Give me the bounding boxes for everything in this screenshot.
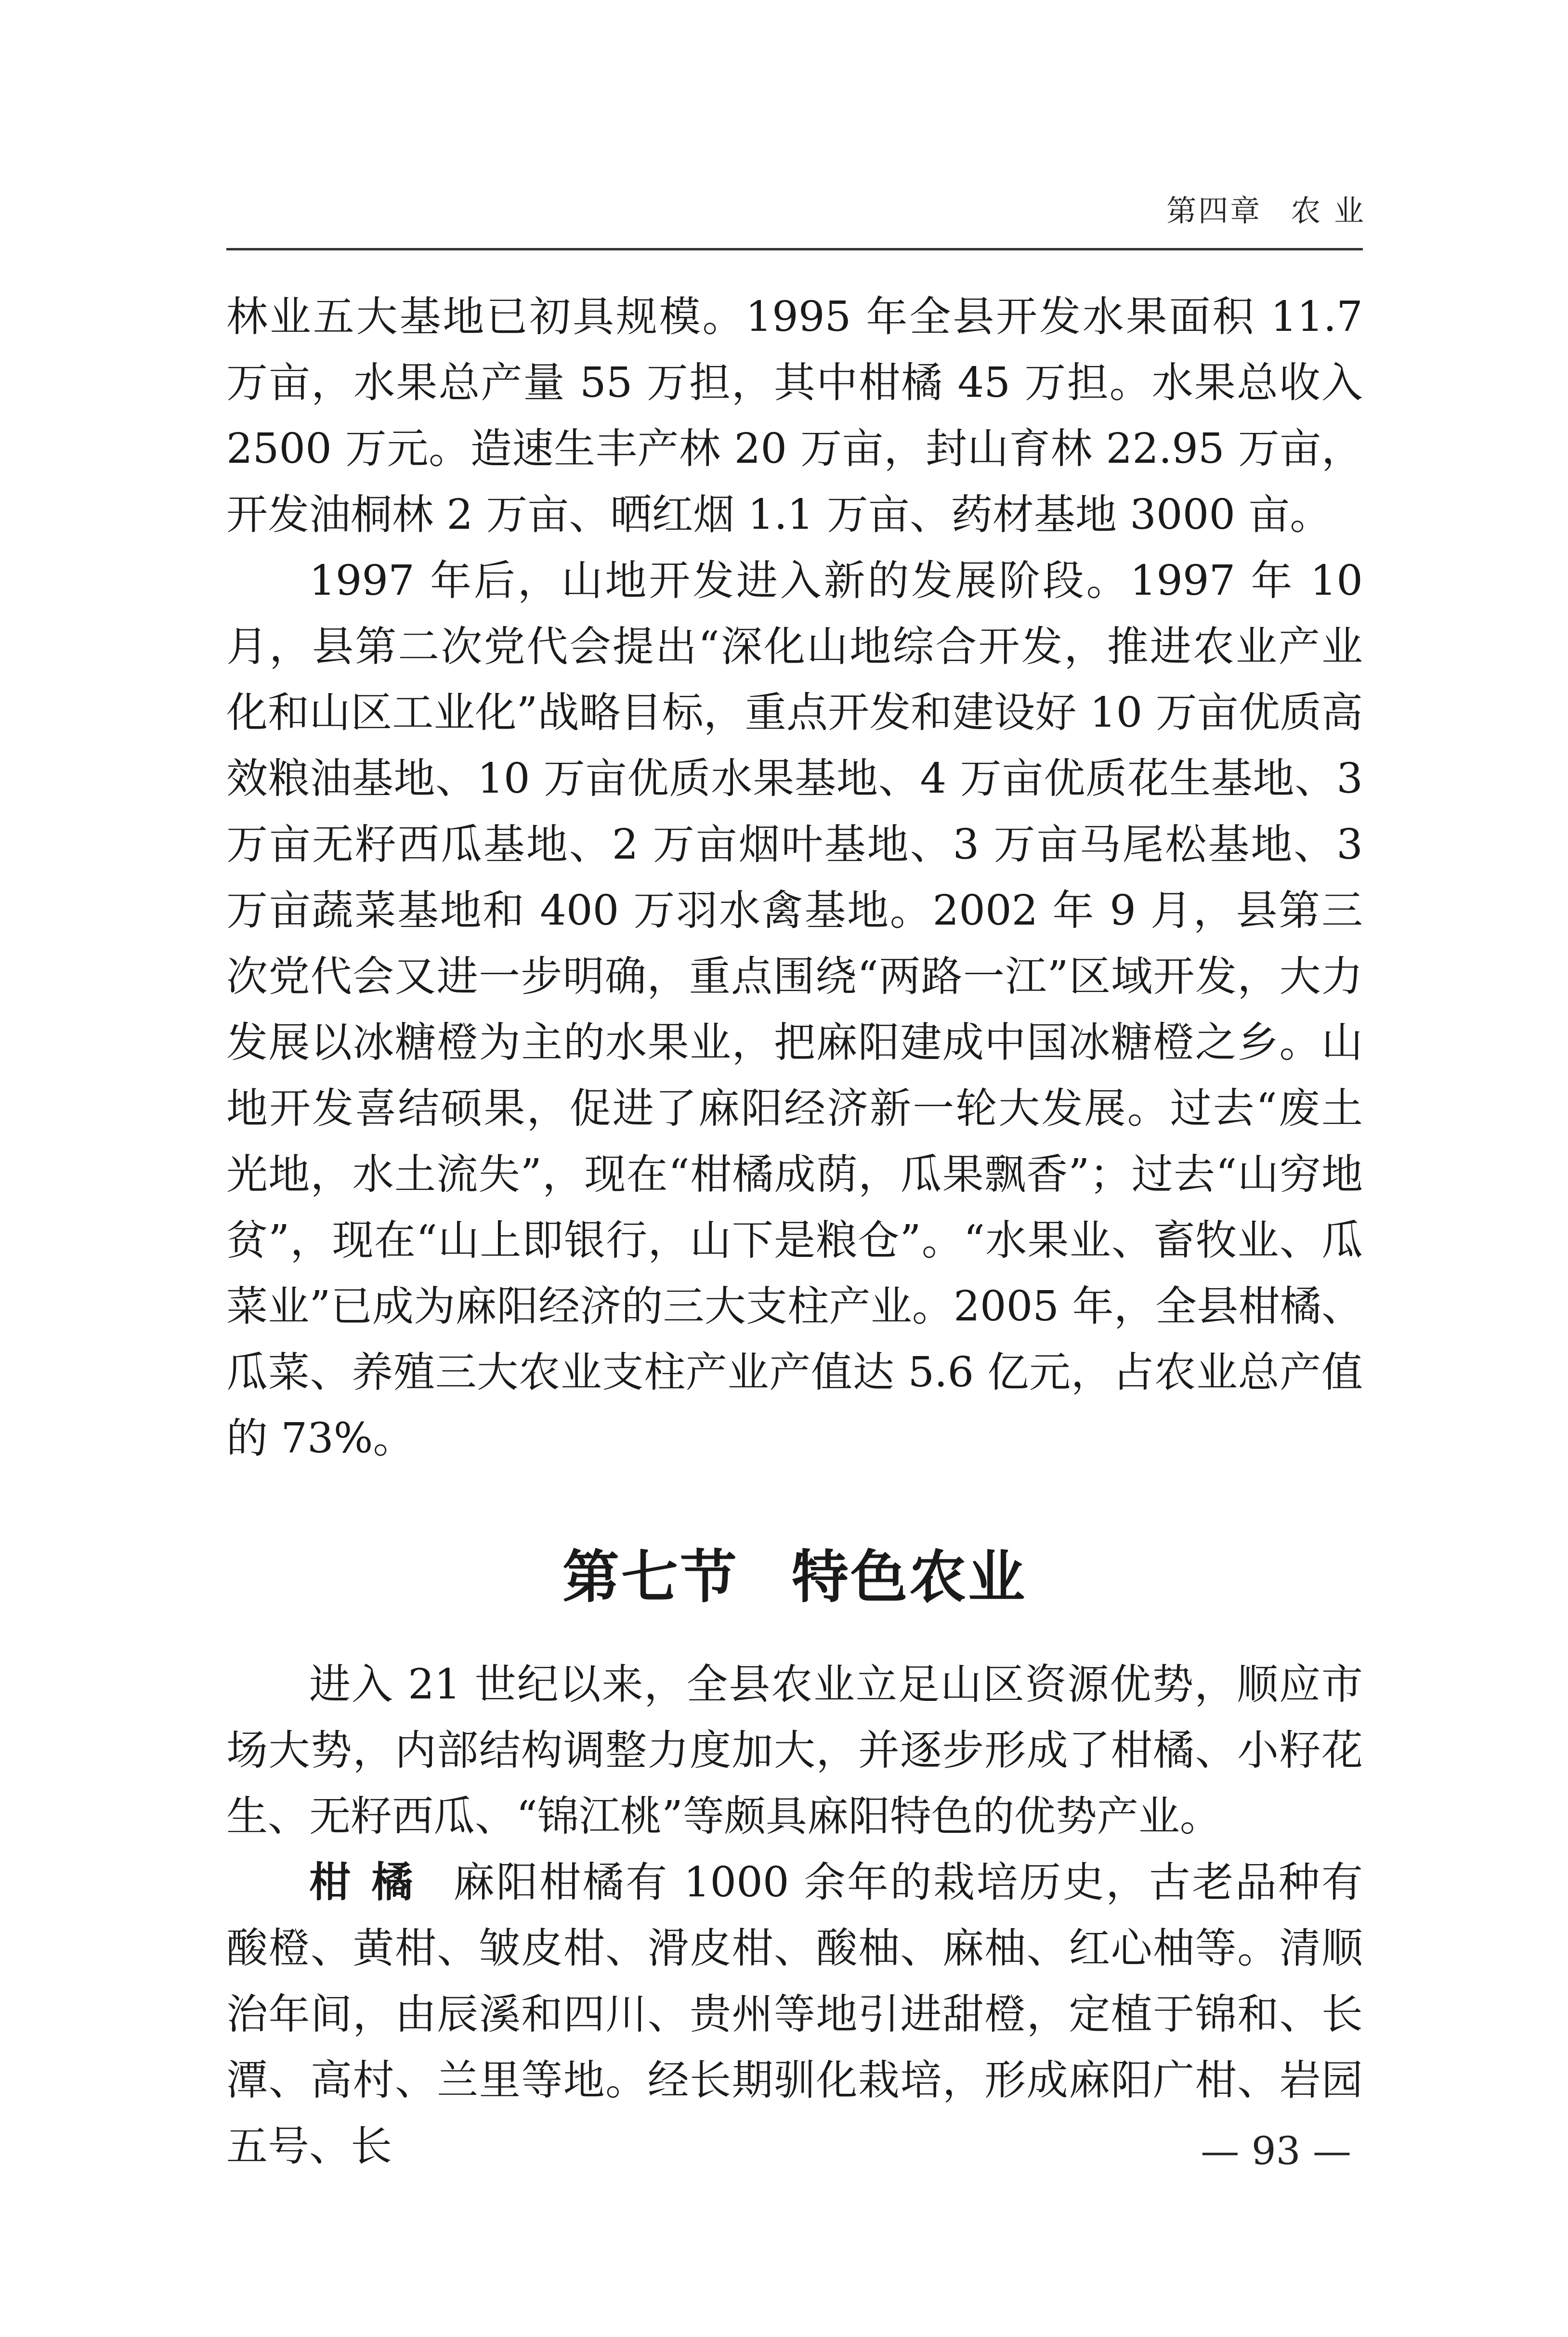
paragraph: 1997 年后，山地开发进入新的发展阶段。1997 年 10 月，县第二次党代会提出“深化山地综合开发，推进农业产业化和山区工业化”战略目标，重点开发和建设好 10 万亩优质高效粮油基地、10 万亩优质水果基地、4 万亩优质花生基地、3 万亩无籽西瓜基地、2 万亩烟叶基地、3 万亩马尾松基地、3 万亩蔬菜基地和 400 万羽水禽基地。2002 年 9 月，县第三次党代会又进一步明确，重点围绕“两路一江”区域开发，大力发展以冰糖橙为主的水果业，把麻阳建成中国冰糖橙之乡。山地开发喜结硕果，促进了麻阳经济新一轮大发展。过去“废土光地，水土流失”，现在“柑橘成荫，瓜果飘香”；过去“山穷地贫”，现在“山上即银行，山下是粮仓”。“水果业、畜牧业、瓜菜业”已成为麻阳经济的三大支柱产业。2005 年，全县柑橘、瓜菜、养殖三大农业支柱产业产值达 5.6 亿元，占农业总产值的 73%。 (226, 557, 1363, 1462)
paragraph (226, 1850, 1363, 2180)
paragraph-text: 麻阳柑橘有 1000 余年的栽培历史，古老品种有酸橙、黄柑、皱皮柑、滑皮柑、酸柚、麻柚、红心柚等。清顺治年间，由辰溪和四川、贵州等地引进甜橙，定植于锦和、长潭、高村、兰里等地。经长期驯化栽培，形成麻阳广柑、岩园五号、长 (226, 1858, 1363, 2170)
chapter-title: 农 业 (1291, 193, 1366, 228)
chapter-label: 第四章 (1166, 193, 1262, 228)
running-header (1166, 187, 1366, 230)
section-title: 特色农业 (792, 1544, 1027, 1610)
term-heading: 柑橘 (309, 1858, 434, 1906)
page-number: — 93 — (1201, 2128, 1351, 2173)
paragraph: 林业五大基地已初具规模。1995 年全县开发水果面积 11.7 万亩，水果总产量 55 万担，其中柑橘 45 万担。水果总收入 2500 万元。造速生丰产林 20 万亩，封山育林 22.95 万亩，开发油桐林 2 万亩、晒红烟 1.1 万亩、药材基地 3000 亩。 (226, 293, 1363, 539)
body-text (226, 284, 1363, 1472)
section-number: 第七节 (562, 1544, 739, 1610)
paragraph: 进入 21 世纪以来，全县农业立足山区资源优势，顺应市场大势，内部结构调整力度加大，并逐步形成了柑橘、小籽花生、无籽西瓜、“锦江桃”等颇具麻阳特色的优势产业。 (226, 1660, 1363, 1841)
header-rule (226, 248, 1363, 250)
section-body (226, 1652, 1363, 2180)
section-heading (226, 1531, 1363, 1613)
